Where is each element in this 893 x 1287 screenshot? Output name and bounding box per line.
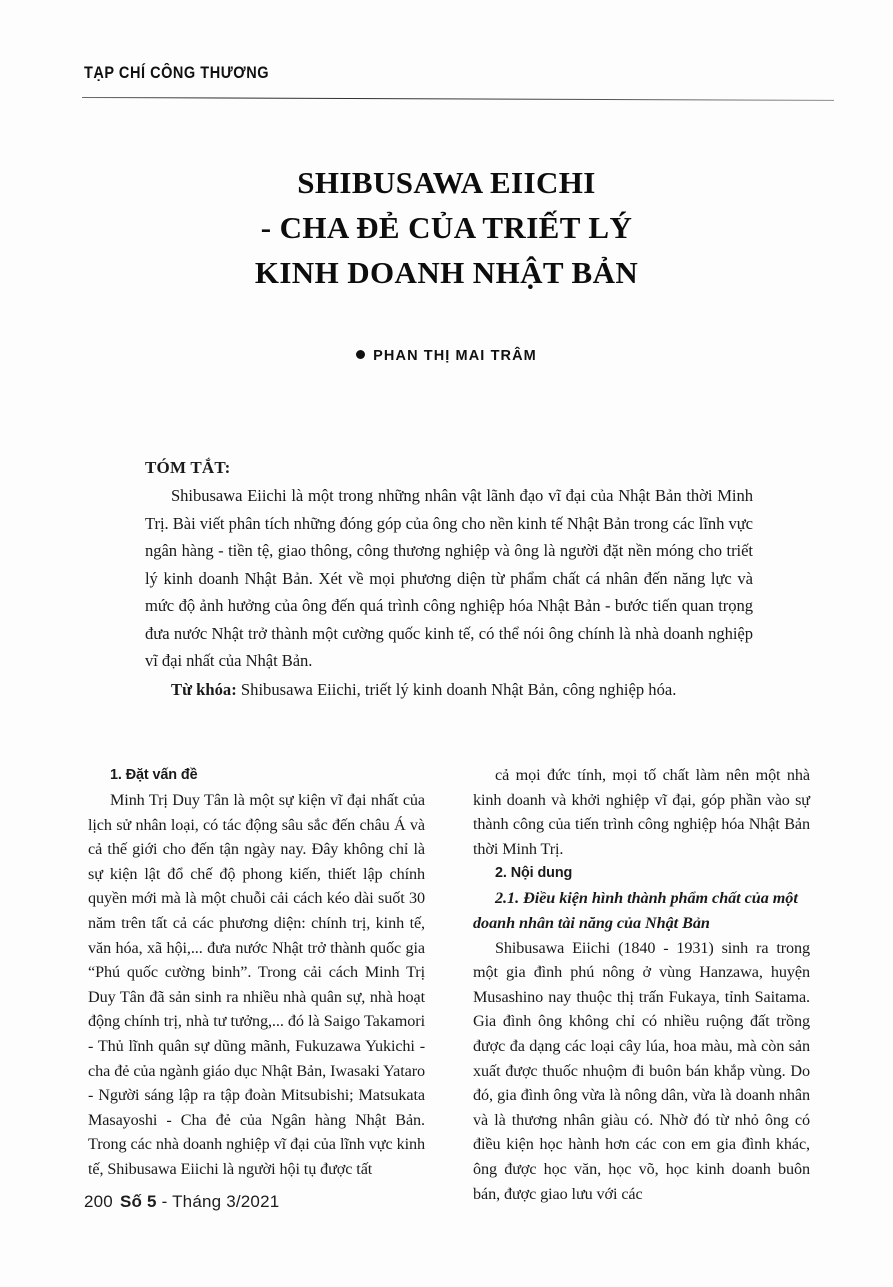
abstract-body: Shibusawa Eiichi là một trong những nhân vật lãnh đạo vĩ đại của Nhật Bản thời Minh Trị. Bài viết phân tích những đóng góp của ông cho nền kinh tế Nhật Bản trong các lĩnh vực ngân hàng - tiền tệ, giao thông, công thương nghiệp và ông là người đặt nền móng cho triết lý kinh doanh Nhật Bản. Xét về mọi phương diện từ phẩm chất cá nhân đến năng lực và mức độ ảnh hưởng của ông đến quá trình công nghiệp hóa Nhật Bản - bước tiến quan trọng đưa nước Nhật trở thành một cường quốc kinh tế, có thể nói ông chính là nhà doanh nghiệp vĩ đại nhất của Nhật Bản. xyxy=(145,486,753,670)
bullet-dot-icon xyxy=(356,350,365,359)
article-title-line-1: SHIBUSAWA EIICHI xyxy=(297,165,596,200)
subsection-heading-2-1: 2.1. Điều kiện hình thành phẩm chất của một doanh nhân tài năng của Nhật Bản xyxy=(473,889,798,932)
left-column-paragraph: Minh Trị Duy Tân là một sự kiện vĩ đại nhất của lịch sử nhân loại, có tác động sâu sắc đến châu Á và cả thế giới cho đến tận ngày nay. Đây không chỉ là sự kiện lật đổ chế độ phong kiến, thiết lập chính quyền mới mà là một chuỗi cải cách kéo dài suốt 30 năm trên tất cả các phương diện: chính trị, kinh tế, văn hóa, xã hội,... đưa nước Nhật trở thành quốc gia “Phú quốc cường binh”. Trong cải cách Minh Trị Duy Tân đã sản sinh ra nhiều nhà quân sự, nhà hoạt động chính trị, nhà tư tưởng,... đó là Saigo Takamori - Thủ lĩnh quân sự dũng mãnh, Fukuzawa Yukichi - cha đẻ của ngành giáo dục Nhật Bản, Iwasaki Yataro - Người sáng lập ra tập đoàn Mitsubishi; Matsukata Masayoshi - Cha đẻ của Ngân hàng Nhật Bản. Trong các nhà doanh nghiệp vĩ đại của lĩnh vực kinh tế, Shibusawa Eiichi là người hội tụ được tất xyxy=(88,791,425,1178)
abstract-keywords xyxy=(145,676,753,704)
article-title xyxy=(0,160,893,295)
article-title-line-3: KINH DOANH NHẬT BẢN xyxy=(254,255,639,290)
footer-issue: Số 5 xyxy=(119,1192,157,1211)
right-column-paragraph: Shibusawa Eiichi (1840 - 1931) sinh ra trong một gia đình phú nông ở vùng Hanzawa, huyện Musashino nay thuộc thị trấn Fukaya, tỉnh Saitama. Gia đình ông không chỉ có nhiều ruộng đất trồng được đa dạng các loại cây lúa, hoa màu, mà còn sản xuất được thuốc nhuộm đi buôn bán khắp vùng. Do đó, gia đình ông vừa là nông dân, vừa là doanh nhân và là thương nhân giàu có. Nhờ đó từ nhỏ ông có điều kiện học hành hơn các con em gia đình khác, ông được học văn, học võ, học kinh doanh buôn bán, được giao lưu với các xyxy=(473,938,810,1203)
abstract-heading: TÓM TẮT: xyxy=(145,458,231,477)
footer-date: Tháng 3/2021 xyxy=(172,1192,280,1211)
left-column xyxy=(88,763,425,1178)
footer-dash: - xyxy=(156,1192,173,1211)
page-footer xyxy=(84,1192,279,1212)
right-column-continuation: cả mọi đức tính, mọi tố chất làm nên một nhà kinh doanh và khởi nghiệp vĩ đại, góp phần vào sự thành công của tiến trình công nghiệp hóa Nhật Bản thời Minh Trị. xyxy=(473,766,810,858)
article-title-line-2: - CHA ĐẺ CỦA TRIẾT LÝ xyxy=(260,210,633,245)
section-heading-1: 1. Đặt vấn đề xyxy=(110,767,198,783)
author-byline xyxy=(0,348,893,364)
header-divider-rule xyxy=(82,97,834,101)
journal-masthead: TẠP CHÍ CÔNG THƯƠNG xyxy=(84,64,270,82)
keywords-label: Từ khóa: xyxy=(171,679,237,699)
footer-page-number: 200 xyxy=(84,1192,113,1211)
keywords-value: Shibusawa Eiichi, triết lý kinh doanh Nhật Bản, công nghiệp hóa. xyxy=(236,679,677,699)
abstract-block xyxy=(145,455,753,703)
section-heading-2: 2. Nội dung xyxy=(495,865,573,882)
author-name: PHAN THỊ MAI TRÂM xyxy=(373,348,537,364)
right-column xyxy=(473,763,810,1203)
